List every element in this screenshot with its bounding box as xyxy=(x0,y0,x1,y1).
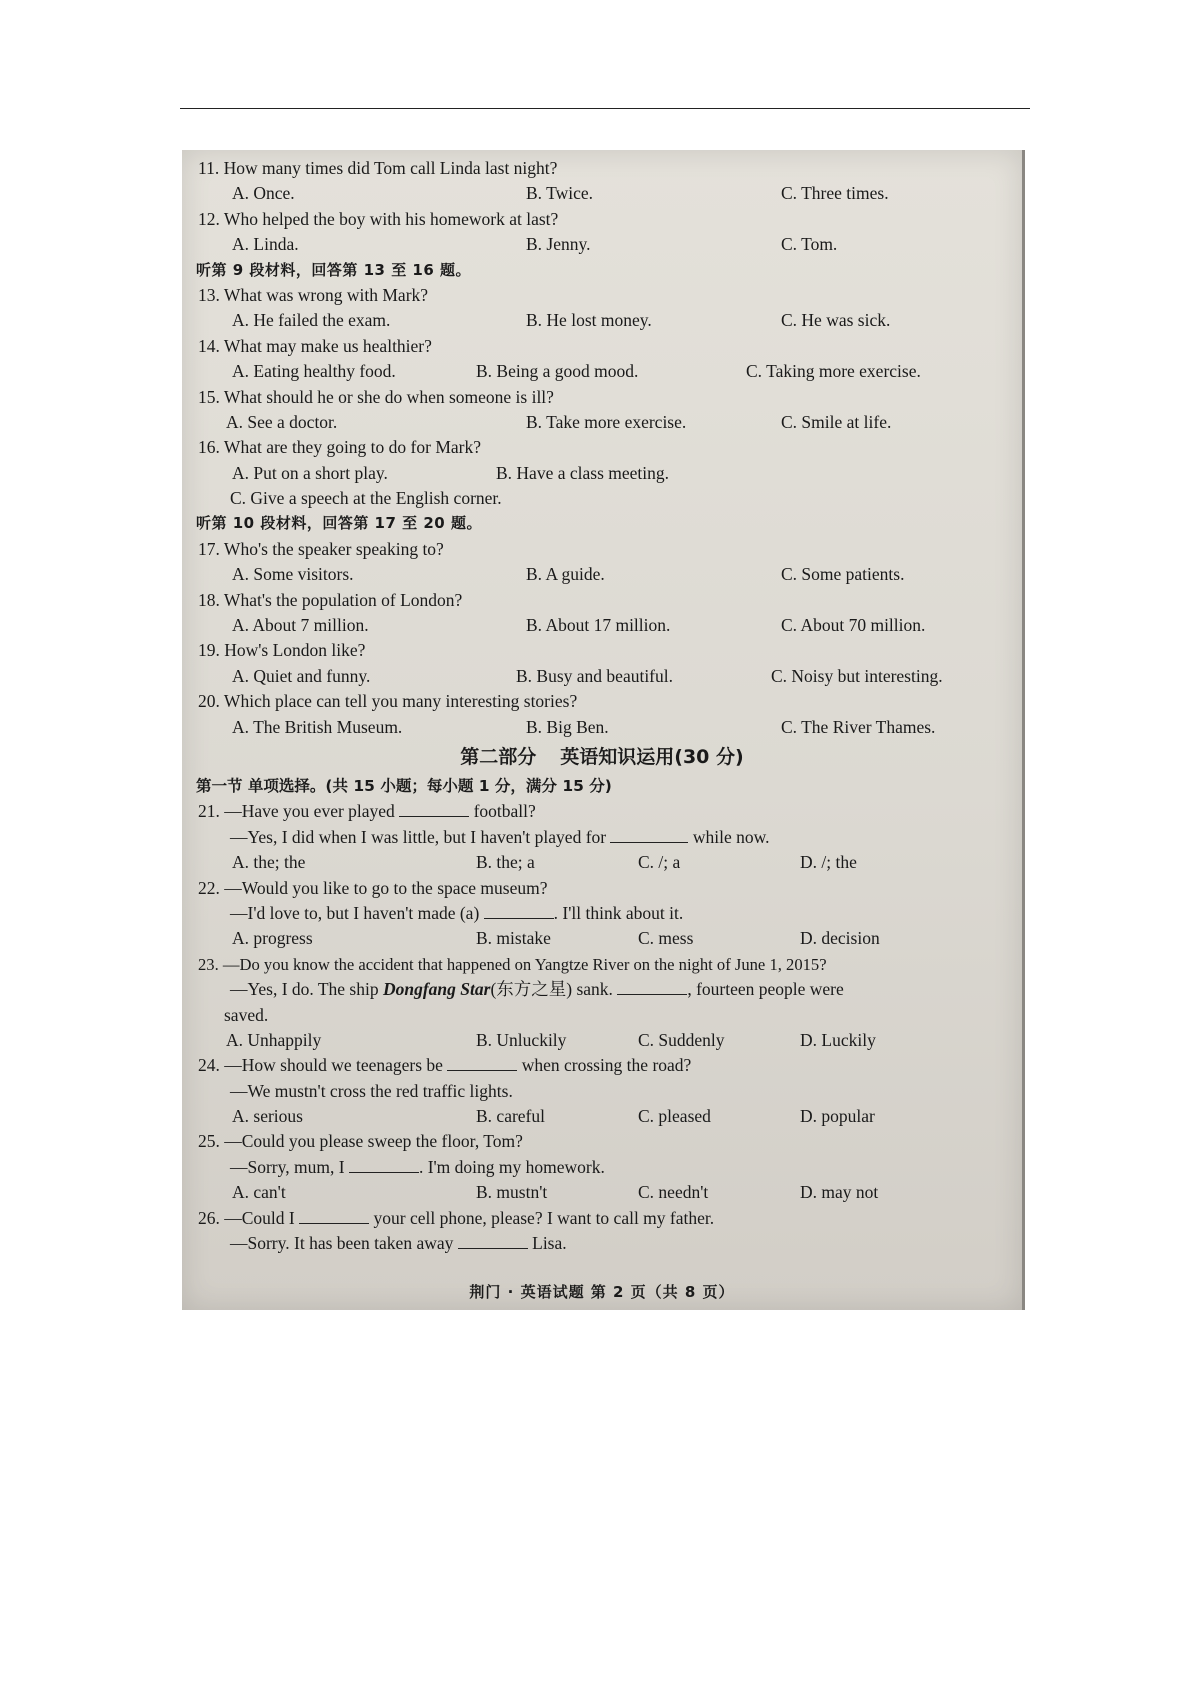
question-23-reply: —Yes, I do. The ship Dongfang Star(东方之星) sank. , fourteen people were xyxy=(230,979,844,1000)
answer-blank xyxy=(399,802,469,817)
answer-blank xyxy=(484,904,554,919)
question-21-reply: —Yes, I did when I was little, but I haven't played for while now. xyxy=(230,826,770,847)
question-22: 22. —Would you like to go to the space museum? xyxy=(198,877,548,898)
ship-name: Dongfang Star xyxy=(382,979,491,1000)
answer-blank xyxy=(349,1158,419,1173)
page-footer: 荆门 · 英语试题 第 2 页（共 8 页） xyxy=(469,1283,735,1301)
question-11-options xyxy=(196,181,1008,206)
option-a: A. He failed the exam. xyxy=(232,310,391,331)
question-24-reply: —We mustn't cross the red traffic lights. xyxy=(230,1080,513,1101)
option-b: B. About 17 million. xyxy=(526,615,671,636)
question-19-options xyxy=(196,664,1008,689)
option-b: B. mustn't xyxy=(476,1182,548,1203)
option-a: A. Eating healthy food. xyxy=(232,361,396,382)
question-14: 14. What may make us healthier? xyxy=(198,335,432,356)
question-26-reply: —Sorry. It has been taken away Lisa. xyxy=(230,1233,567,1254)
option-c: C. Taking more exercise. xyxy=(746,361,921,382)
option-c: C. The River Thames. xyxy=(781,716,936,737)
question-15: 15. What should he or she do when someone is ill? xyxy=(198,386,554,407)
option-c: C. Give a speech at the English corner. xyxy=(230,488,502,509)
question-13-options xyxy=(196,308,1008,333)
option-b: B. Have a class meeting. xyxy=(496,462,670,483)
option-b: B. Unluckily xyxy=(476,1029,567,1050)
question-13: 13. What was wrong with Mark? xyxy=(198,284,429,305)
question-15-options xyxy=(196,410,1008,435)
option-c: C. He was sick. xyxy=(781,310,891,331)
option-a: A. The British Museum. xyxy=(232,716,403,737)
option-c: C. Smile at life. xyxy=(781,411,892,432)
question-23-continued: saved. xyxy=(224,1004,269,1025)
question-26: 26. —Could I your cell phone, please? I want to call my father. xyxy=(198,1207,715,1228)
part-two-label: 第二部分 xyxy=(460,745,537,768)
option-a: A. About 7 million. xyxy=(232,615,369,636)
answer-blank xyxy=(447,1056,517,1071)
question-20: 20. Which place can tell you many interesting stories? xyxy=(198,691,578,712)
question-24-options xyxy=(196,1104,1008,1129)
option-c: C. About 70 million. xyxy=(781,615,926,636)
exam-content xyxy=(196,156,1008,1256)
option-b: B. Take more exercise. xyxy=(526,411,687,432)
option-a: A. progress xyxy=(232,928,313,949)
question-16-options xyxy=(196,461,1008,486)
question-17: 17. Who's the speaker speaking to? xyxy=(198,538,444,559)
part-two-heading: 英语知识运用(30 分) xyxy=(560,745,744,768)
question-25: 25. —Could you please sweep the floor, Tom? xyxy=(198,1131,523,1152)
question-23: 23. —Do you know the accident that happened on Yangtze River on the night of June 1, 2015? xyxy=(198,954,827,974)
option-c: C. Tom. xyxy=(781,234,838,255)
question-17-options xyxy=(196,562,1008,587)
section-one-heading: 第一节 单项选择。(共 15 小题；每小题 1 分，满分 15 分) xyxy=(196,776,612,795)
option-c: C. Some patients. xyxy=(781,564,905,585)
option-b: B. Being a good mood. xyxy=(476,361,639,382)
question-21: 21. —Have you ever played football? xyxy=(198,801,536,822)
question-21-options xyxy=(196,850,1008,875)
answer-blank xyxy=(617,980,687,995)
option-c: C. Three times. xyxy=(781,183,889,204)
option-c: C. Noisy but interesting. xyxy=(771,665,943,686)
option-c: C. pleased xyxy=(638,1106,711,1127)
option-c: C. mess xyxy=(638,928,694,949)
question-18: 18. What's the population of London? xyxy=(198,589,463,610)
option-a: A. the; the xyxy=(232,852,306,873)
question-11: 11. How many times did Tom call Linda last night? xyxy=(198,158,558,178)
option-d: D. Luckily xyxy=(800,1029,876,1050)
question-22-reply: —I'd love to, but I haven't made (a) . I'll think about it. xyxy=(230,902,684,923)
answer-blank xyxy=(299,1209,369,1224)
question-22-options xyxy=(196,926,1008,951)
listening-instruction-10: 听第 10 段材料，回答第 17 至 20 题。 xyxy=(196,514,482,533)
option-a: A. Once. xyxy=(232,183,295,204)
option-b: B. Jenny. xyxy=(526,234,591,255)
question-25-reply: —Sorry, mum, I . I'm doing my homework. xyxy=(230,1156,605,1177)
answer-blank xyxy=(458,1234,528,1249)
option-b: B. mistake xyxy=(476,928,551,949)
option-a: A. Linda. xyxy=(232,234,299,255)
question-12-options xyxy=(196,232,1008,257)
option-a: A. serious xyxy=(232,1106,303,1127)
question-24: 24. —How should we teenagers be when crossing the road? xyxy=(198,1055,692,1076)
option-b: B. Big Ben. xyxy=(526,716,609,737)
option-a: A. Unhappily xyxy=(226,1029,322,1050)
question-18-options xyxy=(196,613,1008,638)
question-20-options xyxy=(196,715,1008,740)
option-a: A. See a doctor. xyxy=(226,411,338,432)
question-25-options xyxy=(196,1180,1008,1205)
option-d: D. may not xyxy=(800,1182,879,1203)
question-12: 12. Who helped the boy with his homework at last? xyxy=(198,208,559,229)
option-b: B. Busy and beautiful. xyxy=(516,665,673,686)
answer-blank xyxy=(610,828,688,843)
part-two-title xyxy=(196,740,1008,774)
option-d: D. decision xyxy=(800,928,880,949)
header-rule xyxy=(180,108,1030,109)
question-14-options xyxy=(196,359,1008,384)
option-a: A. Some visitors. xyxy=(232,564,354,585)
option-c: C. Suddenly xyxy=(638,1029,725,1050)
option-c: C. needn't xyxy=(638,1182,709,1203)
question-23-options xyxy=(196,1028,1008,1053)
option-b: B. A guide. xyxy=(526,564,605,585)
option-d: D. /; the xyxy=(800,852,857,873)
option-b: B. the; a xyxy=(476,852,535,873)
option-a: A. Put on a short play. xyxy=(232,462,388,483)
option-c: C. /; a xyxy=(638,852,681,873)
option-a: A. can't xyxy=(232,1182,286,1203)
scanned-exam-page xyxy=(182,150,1025,1310)
question-16: 16. What are they going to do for Mark? xyxy=(198,437,481,458)
option-d: D. popular xyxy=(800,1106,875,1127)
option-a: A. Quiet and funny. xyxy=(232,665,371,686)
option-b: B. He lost money. xyxy=(526,310,652,331)
question-19: 19. How's London like? xyxy=(198,640,366,661)
option-b: B. Twice. xyxy=(526,183,593,204)
option-b: B. careful xyxy=(476,1106,545,1127)
listening-instruction-9: 听第 9 段材料，回答第 13 至 16 题。 xyxy=(196,260,472,279)
